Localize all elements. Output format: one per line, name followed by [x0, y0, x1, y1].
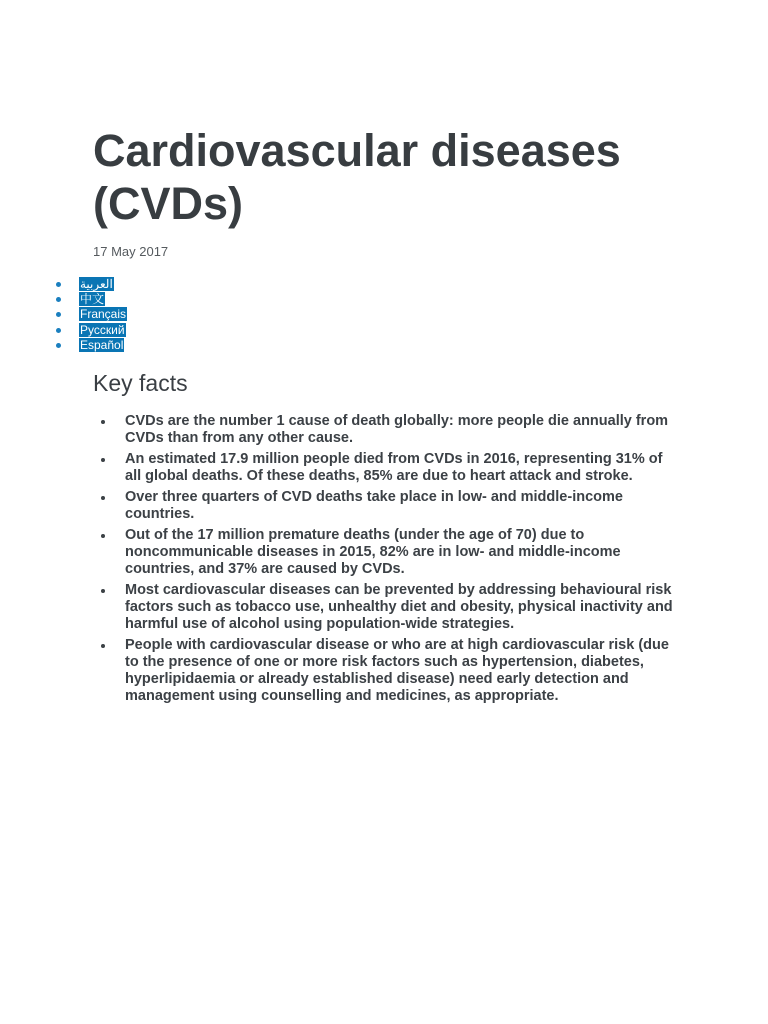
key-fact-text: An estimated 17.9 million people died from CVDs in 2016, representing 31% of all global deaths. Of these deaths, 85% are due to heart attack and stroke.	[125, 451, 663, 484]
page-title: Cardiovascular diseases (CVDs)	[93, 125, 621, 229]
language-item-chinese	[0, 292, 127, 307]
key-fact-text: Out of the 17 million premature deaths (under the age of 70) due to noncommunicable diseases in 2015, 82% are in low- and middle-income countries, and 37% are caused by CVDs.	[125, 527, 621, 577]
language-item-spanish	[0, 338, 127, 353]
bullet-icon	[56, 343, 61, 348]
language-link-spanish[interactable]: Español	[80, 337, 124, 352]
language-link-french[interactable]: Français	[80, 307, 127, 322]
publish-date: 17 May 2017	[93, 244, 169, 259]
language-link-chinese[interactable]: 中文	[80, 292, 105, 307]
key-fact-item	[0, 637, 680, 705]
key-fact-item	[0, 582, 680, 633]
bullet-icon	[56, 312, 61, 317]
bullet-icon	[56, 297, 61, 302]
language-item-russian	[0, 323, 127, 338]
key-fact-text: Over three quarters of CVD deaths take place in low- and middle-income countries.	[125, 489, 623, 522]
key-facts-heading: Key facts	[93, 370, 188, 396]
language-item-french	[0, 307, 127, 322]
key-fact-text: Most cardiovascular diseases can be prevented by addressing behavioural risk factors such as tobacco use, unhealthy diet and obesity, physical inactivity and harmful use of alcohol using population-wide strategies.	[125, 582, 673, 632]
language-link-russian[interactable]: Русский	[80, 322, 125, 337]
bullet-icon	[56, 328, 61, 333]
key-fact-item	[0, 451, 680, 485]
bullet-icon	[101, 496, 105, 500]
bullet-icon	[56, 282, 61, 287]
key-fact-item	[0, 489, 680, 523]
key-fact-text: People with cardiovascular disease or who are at high cardiovascular risk (due to the presence of one or more risk factors such as hypertension, diabetes, hyperlipidaemia or already established disease) need early detection and management using counselling and medicines, as appropriate.	[125, 637, 669, 704]
key-fact-item	[0, 413, 680, 447]
key-fact-text: CVDs are the number 1 cause of death globally: more people die annually from CVDs than from any other cause.	[125, 413, 669, 446]
language-item-arabic	[0, 277, 127, 292]
bullet-icon	[101, 458, 105, 462]
key-fact-item	[0, 527, 680, 578]
bullet-icon	[101, 644, 105, 648]
language-link-arabic[interactable]: العربية	[80, 277, 113, 291]
language-list	[0, 277, 127, 353]
key-facts-list	[0, 413, 680, 709]
bullet-icon	[101, 534, 105, 538]
bullet-icon	[101, 420, 105, 424]
bullet-icon	[101, 589, 105, 593]
